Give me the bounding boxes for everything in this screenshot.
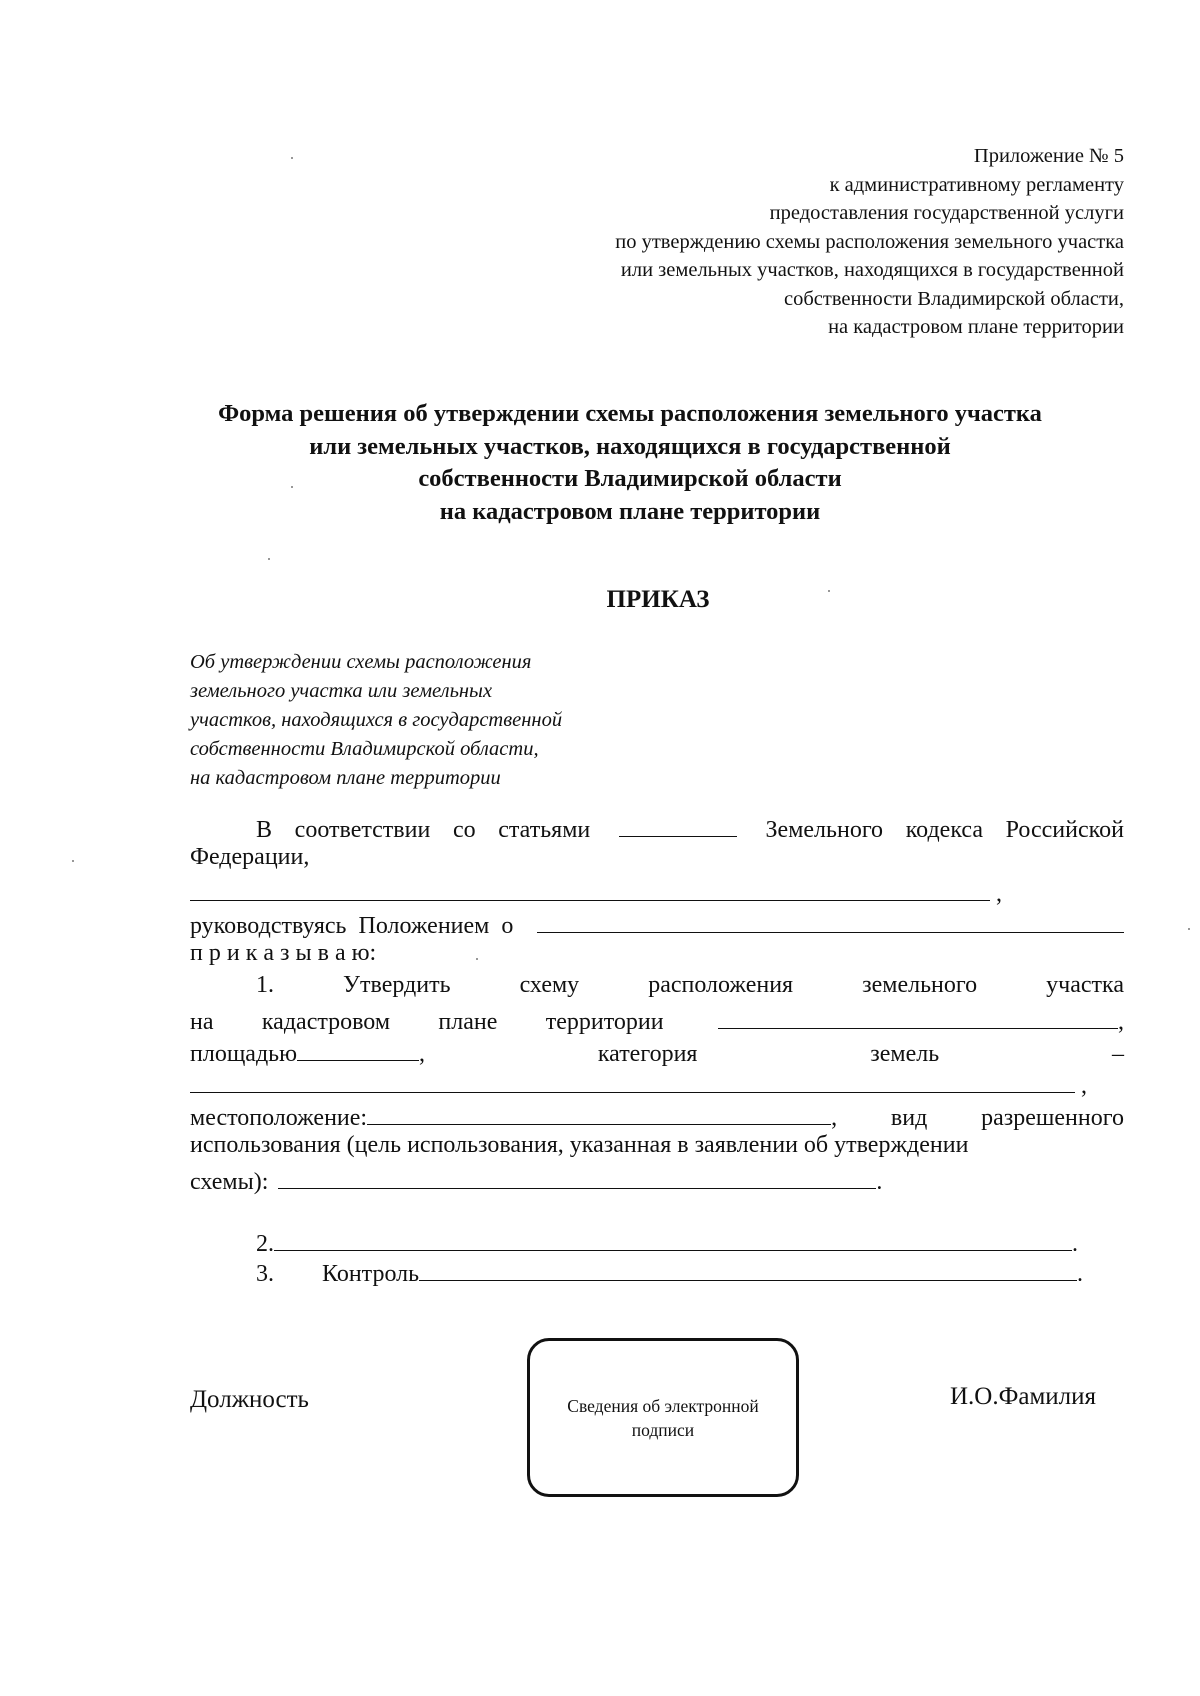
body-word: Утвердить — [343, 972, 451, 998]
scan-speck — [291, 486, 293, 488]
body-line-category-blank — [190, 1068, 1124, 1100]
body-line-usage — [190, 1132, 1124, 1164]
body-word: Положением — [358, 913, 490, 939]
body-word: на — [190, 1009, 214, 1035]
subject-line: на кадастровом плане территории — [190, 767, 501, 789]
signature-box-line: Сведения об электронной — [567, 1395, 759, 1416]
form-title-line: Форма решения об утверждении схемы расположения земельного участка — [218, 400, 1042, 427]
form-title-line: или земельных участков, находящихся в государственной — [309, 432, 951, 460]
scan-speck — [476, 958, 478, 960]
form-title — [130, 398, 1130, 528]
subject-line: земельного участка или земельных — [190, 680, 493, 702]
annex-line: или земельных участков, находящихся в государственной — [620, 259, 1124, 281]
form-title-line: собственности Владимирской области — [418, 465, 842, 492]
body-word: схему — [519, 972, 580, 998]
comma: , — [996, 881, 1002, 907]
body-line-location — [190, 1100, 1124, 1132]
body-word: категория — [597, 1041, 698, 1067]
body-word: статьями — [498, 817, 591, 843]
scan-speck — [1188, 928, 1190, 930]
body-word: Федерации, — [190, 844, 310, 870]
body-line-articles — [190, 812, 1124, 844]
subject-line: Об утверждении схемы расположения — [190, 651, 532, 673]
regulation-blank-field[interactable] — [537, 908, 1124, 933]
body-line-blank — [190, 876, 1124, 908]
period: . — [1077, 1261, 1084, 1287]
body-word: Земельного — [765, 817, 884, 843]
item-number: 1. — [256, 972, 274, 998]
body-word: земель — [870, 1041, 940, 1067]
articles-blank-field[interactable] — [619, 812, 737, 837]
body-word: плане — [438, 1009, 498, 1035]
comma: , — [831, 1105, 838, 1131]
body-word: земельного — [862, 972, 978, 998]
order-verb: п р и к а з ы в а ю: — [190, 940, 377, 966]
period: . — [1072, 1231, 1078, 1257]
body-line-federation — [190, 844, 1124, 876]
signatory-position: Должность — [190, 1386, 309, 1413]
body-word: расположения — [648, 972, 794, 998]
item-number: 3. — [256, 1261, 274, 1287]
signature-box-line: подписи — [631, 1419, 695, 1440]
body-word: В — [256, 817, 273, 843]
annex-header — [424, 142, 1124, 342]
body-word: о — [501, 913, 514, 939]
body-word: Контроль — [322, 1261, 420, 1287]
body-line-cadastral — [190, 1004, 1124, 1036]
body-word: схемы): — [190, 1169, 269, 1195]
body-word: кодекса — [905, 817, 983, 843]
annex-line: на кадастровом плане территории — [828, 316, 1124, 338]
scan-speck — [291, 157, 293, 159]
body-word: кадастровом — [261, 1009, 391, 1035]
period: . — [876, 1169, 883, 1195]
annex-line: по утверждению схемы расположения земельного участка — [615, 230, 1124, 253]
scan-speck — [268, 558, 270, 560]
annex-line: Приложение № 5 — [973, 145, 1124, 167]
body-word: территории — [545, 1009, 664, 1035]
comma: , — [1117, 1009, 1124, 1035]
body-word: руководствуясь — [190, 913, 347, 939]
annex-line: собственности Владимирской области, — [784, 287, 1124, 310]
territory-blank-field[interactable] — [718, 1004, 1118, 1029]
body-line-regulation — [190, 908, 1124, 940]
electronic-signature-box — [527, 1338, 799, 1497]
land-category-blank-field[interactable] — [190, 1068, 1075, 1093]
comma: , — [1081, 1073, 1087, 1099]
body-line-item2 — [190, 1226, 1124, 1258]
body-word: разрешенного — [981, 1105, 1124, 1131]
body-word: вид — [890, 1105, 928, 1131]
body-word: со — [452, 817, 476, 843]
body-word: местоположение: — [190, 1105, 368, 1131]
body-word: соответствии — [294, 817, 431, 843]
scan-speck — [72, 860, 74, 862]
normative-act-blank-field[interactable] — [190, 876, 990, 901]
body-word: площадью — [190, 1041, 298, 1067]
comma: , — [419, 1041, 426, 1067]
subject-line: собственности Владимирской области, — [190, 738, 539, 760]
area-blank-field[interactable] — [297, 1036, 419, 1061]
control-blank-field[interactable] — [419, 1256, 1077, 1281]
body-line-order — [190, 940, 1124, 972]
body-line-scheme — [190, 1164, 1124, 1196]
annex-line: предоставления государственной услуги — [769, 202, 1124, 224]
form-title-line: на кадастровом плане территории — [439, 497, 821, 525]
scan-speck — [828, 590, 830, 592]
order-title: ПРИКАЗ — [606, 586, 710, 613]
signatory-name: И.О.Фамилия — [949, 1383, 1096, 1410]
body-word: участка — [1046, 972, 1124, 998]
body-line-area — [190, 1036, 1124, 1068]
location-blank-field[interactable] — [367, 1100, 831, 1125]
item2-blank-field[interactable] — [274, 1226, 1072, 1251]
body-line-item1 — [190, 972, 1124, 1004]
item-number: 2. — [256, 1231, 274, 1257]
body-word: Российской — [1005, 817, 1124, 843]
body-text: использования (цель использования, указанная в заявлении об утверждении — [190, 1132, 969, 1158]
usage-purpose-blank-field[interactable] — [278, 1164, 876, 1189]
subject-line: участков, находящихся в государственной — [190, 709, 563, 731]
body-line-item3 — [190, 1256, 1124, 1288]
order-subject — [190, 648, 562, 793]
annex-line: к административному регламенту — [829, 173, 1124, 196]
dash: – — [1112, 1041, 1124, 1067]
